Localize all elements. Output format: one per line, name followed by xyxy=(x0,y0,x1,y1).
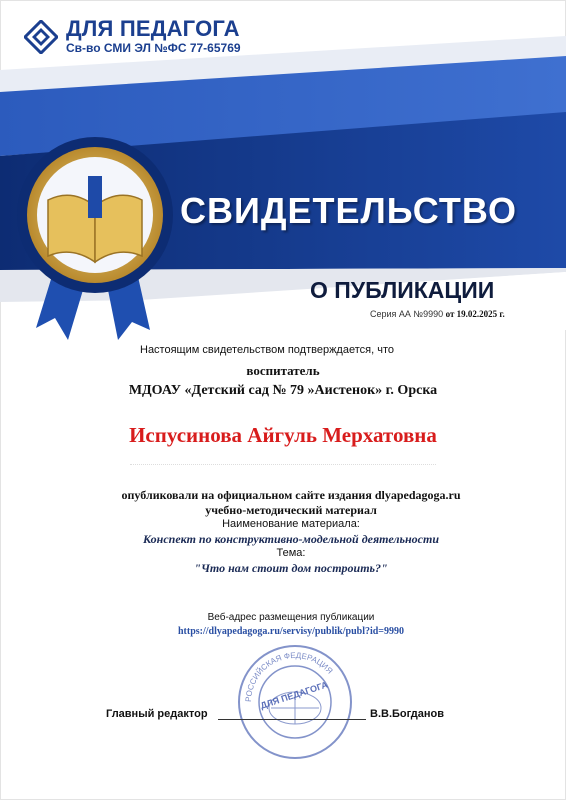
material-type: учебно-методический материал xyxy=(205,503,377,517)
diamond-logo-icon xyxy=(24,20,58,54)
logo-registration: Св-во СМИ ЭЛ №ФС 77-65769 xyxy=(66,41,241,55)
organization-name: МДОАУ «Детский сад № 79 »Аистенок» г. Орска xyxy=(128,383,438,398)
material-label: Наименование материала: xyxy=(222,518,360,530)
divider xyxy=(130,464,436,465)
material-name: Конспект по конструктивно-модельной деятельности xyxy=(143,532,439,546)
editor-label: Главный редактор xyxy=(106,708,208,720)
logo-title: ДЛЯ ПЕДАГОГА xyxy=(66,16,240,41)
series-line xyxy=(370,309,505,319)
theme-label: Тема: xyxy=(276,547,306,559)
certificate-title: СВИДЕТЕЛЬСТВО xyxy=(180,190,517,231)
editor-name: В.В.Богданов xyxy=(370,708,445,720)
series-number: Серия АА №9990 xyxy=(370,309,444,319)
stamp-center-text: ДЛЯ ПЕДАГОГА xyxy=(259,679,329,711)
certificate-subtitle: О ПУБЛИКАЦИИ xyxy=(310,277,495,303)
web-address-label: Веб-адрес размещения публикации xyxy=(207,612,375,623)
published-text: опубликовали на официальном сайте издания dlyapedagoga.ru xyxy=(121,488,461,502)
publisher-logo xyxy=(22,16,282,60)
signature-line xyxy=(218,719,366,720)
confirm-text: Настоящим свидетельством подтверждается, что xyxy=(140,344,394,356)
stamp-ring-text: РОССИЙСКАЯ ФЕДЕРАЦИЯ xyxy=(243,650,335,703)
person-name: Испусинова Айгуль Мерхатовна xyxy=(129,423,437,447)
issue-date: от 19.02.2025 г. xyxy=(445,309,505,319)
theme-name: "Что нам стоит дом построить?" xyxy=(194,561,388,575)
official-stamp xyxy=(235,642,355,762)
medal-badge-icon xyxy=(17,137,173,293)
publication-url-link[interactable]: https://dlyapedagoga.ru/servisy/publik/publ?id=9990 xyxy=(177,626,405,637)
job-position: воспитатель xyxy=(246,363,320,378)
